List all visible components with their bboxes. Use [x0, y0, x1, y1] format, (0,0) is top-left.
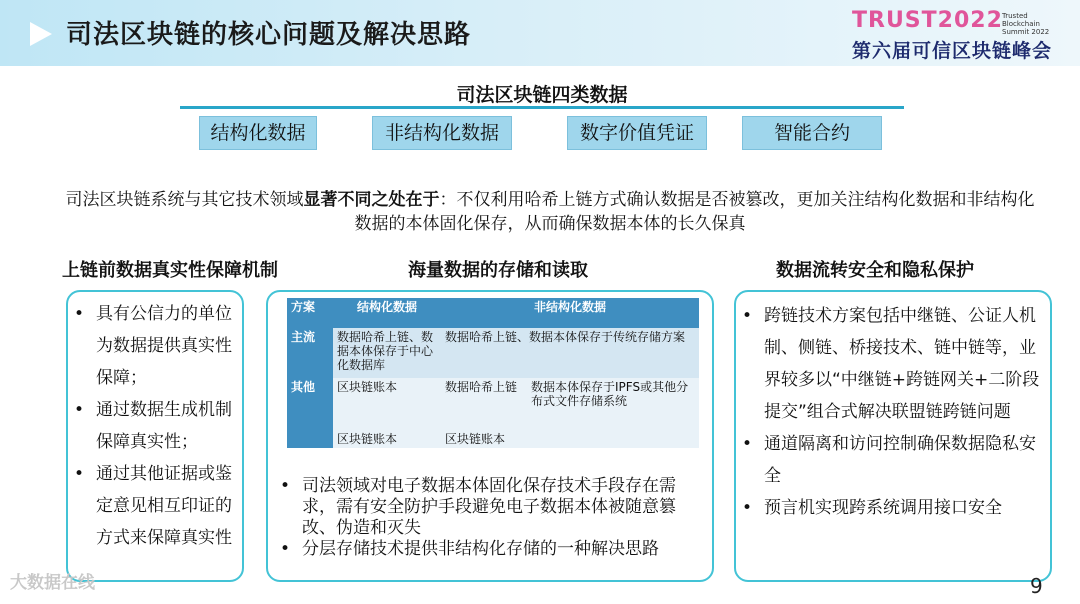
tag-unstructured: 非结构化数据	[372, 116, 512, 150]
watermark-logo: 大数据在线	[10, 573, 95, 593]
page-number: 9	[1030, 574, 1043, 598]
table-row	[287, 378, 699, 430]
table-cell: 区块链账本	[441, 430, 699, 448]
right-column-title: 数据流转安全和隐私保护	[776, 260, 974, 281]
table-cell: 数据哈希上链、数据本体保存于中心化数据库	[333, 328, 441, 378]
brand-sub: Trusted Blockchain Summit 2022	[1002, 12, 1050, 36]
list-item: • 通过其他证据或鉴定意见相互印证的方式来保障真实性	[68, 458, 234, 554]
tag-digital-value: 数字价值凭证	[567, 116, 707, 150]
middle-column-title: 海量数据的存储和读取	[408, 260, 588, 281]
description	[60, 188, 1040, 236]
row-label: 其他	[287, 378, 333, 448]
divider	[180, 106, 904, 109]
table-cell: 区块链账本	[333, 430, 441, 448]
table-cell: 数据哈希上链、数据本体保存于传统存储方案	[441, 328, 699, 378]
right-box	[734, 290, 1052, 582]
desc-pre: 司法区块链系统与其它技术领域	[65, 190, 304, 210]
play-arrow-icon	[30, 22, 52, 46]
storage-table	[287, 298, 699, 448]
table-header: 方案	[287, 298, 333, 328]
table-header: 非结构化数据	[441, 298, 699, 328]
table-header: 结构化数据	[333, 298, 441, 328]
list-item: • 司法领域对电子数据本体固化保存技术手段存在需求，需有安全防护手段避免电子数据本体被随意篡改、伪造和灭失	[274, 476, 704, 539]
list-item: • 跨链技术方案包括中继链、公证人机制、侧链、桥接技术、链中链等，业界较多以“中继链+跨链网关+二阶段提交”组合式解决联盟链跨链问题	[736, 300, 1042, 428]
table-row	[287, 328, 699, 378]
list-item: • 分层存储技术提供非结构化存储的一种解决思路	[274, 539, 704, 560]
tag-smart-contract: 智能合约	[742, 116, 882, 150]
list-item: • 通过数据生成机制保障真实性；	[68, 394, 234, 458]
four-types-title: 司法区块链四类数据	[456, 84, 628, 106]
summit-logo	[852, 8, 1062, 62]
table-cell: 数据本体保存于IPFS或其他分布式文件存储系统	[527, 378, 699, 430]
desc-post: ：不仅利用哈希上链方式确认数据是否被篡改，更加关注结构化数据和非结构化数据的本体固化保存，从而确保数据本体的长久保真	[354, 190, 1035, 234]
desc-bold: 显著不同之处在于	[303, 190, 440, 210]
brand-summit: 第六届可信区块链峰会	[852, 40, 1053, 62]
list-item: • 通道隔离和访问控制确保数据隐私安全	[736, 428, 1042, 492]
row-label: 主流	[287, 328, 333, 378]
table-row	[287, 430, 699, 448]
left-box	[66, 290, 244, 582]
header-bar	[0, 0, 1080, 66]
list-item: • 预言机实现跨系统调用接口安全	[736, 492, 1042, 524]
brand-main: TRUST2022	[852, 8, 1003, 33]
list-item: • 具有公信力的单位为数据提供真实性保障；	[68, 298, 234, 394]
tag-structured: 结构化数据	[199, 116, 317, 150]
left-column-title: 上链前数据真实性保障机制	[62, 260, 278, 281]
table-header-row	[287, 298, 699, 328]
table-cell: 区块链账本	[333, 378, 441, 430]
table-cell: 数据哈希上链	[441, 378, 527, 430]
slide-title: 司法区块链的核心问题及解决思路	[66, 20, 472, 50]
